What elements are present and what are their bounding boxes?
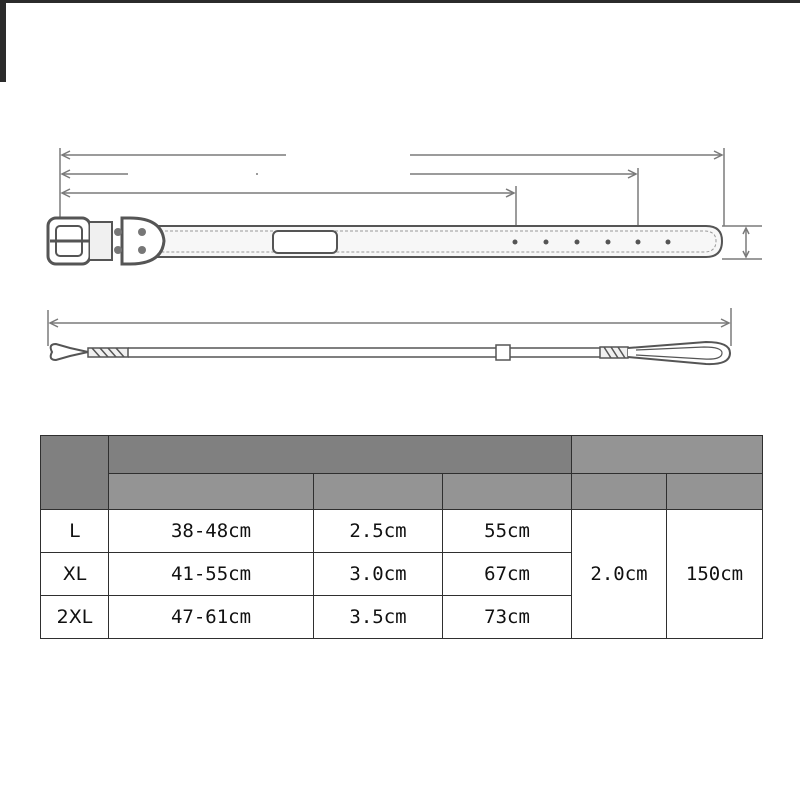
length-cell: 73cm — [443, 596, 572, 639]
width-cell: 2.5cm — [314, 510, 443, 553]
collar-group-header — [109, 436, 572, 474]
collar-illustration — [48, 218, 722, 264]
leash-width-header-cell — [572, 474, 667, 510]
buckle-icon — [48, 218, 164, 264]
size-chart-table — [40, 435, 763, 639]
leash-dimension-line — [48, 308, 731, 346]
size-cell: 2XL — [41, 596, 109, 639]
leash-length-cell: 150cm — [667, 510, 763, 639]
table-row — [41, 510, 763, 553]
leash-width-cell: 2.0cm — [572, 510, 667, 639]
leash-group-header — [572, 436, 763, 474]
header-row-sub — [41, 474, 763, 510]
header-row-top — [41, 436, 763, 474]
width-cell: 3.0cm — [314, 553, 443, 596]
size-cell: L — [41, 510, 109, 553]
size-cell: XL — [41, 553, 109, 596]
neck-header-cell — [109, 474, 314, 510]
neck-cell: 38-48cm — [109, 510, 314, 553]
length-cell: 67cm — [443, 553, 572, 596]
neck-cell: 41-55cm — [109, 553, 314, 596]
length-header-cell — [443, 474, 572, 510]
clasp-icon — [51, 344, 88, 360]
width-header-cell — [314, 474, 443, 510]
leash-illustration — [51, 342, 730, 364]
length-cell: 55cm — [443, 510, 572, 553]
size-header-cell — [41, 436, 109, 510]
neck-cell: 47-61cm — [109, 596, 314, 639]
leash-length-header-cell — [667, 474, 763, 510]
width-cell: 3.5cm — [314, 596, 443, 639]
